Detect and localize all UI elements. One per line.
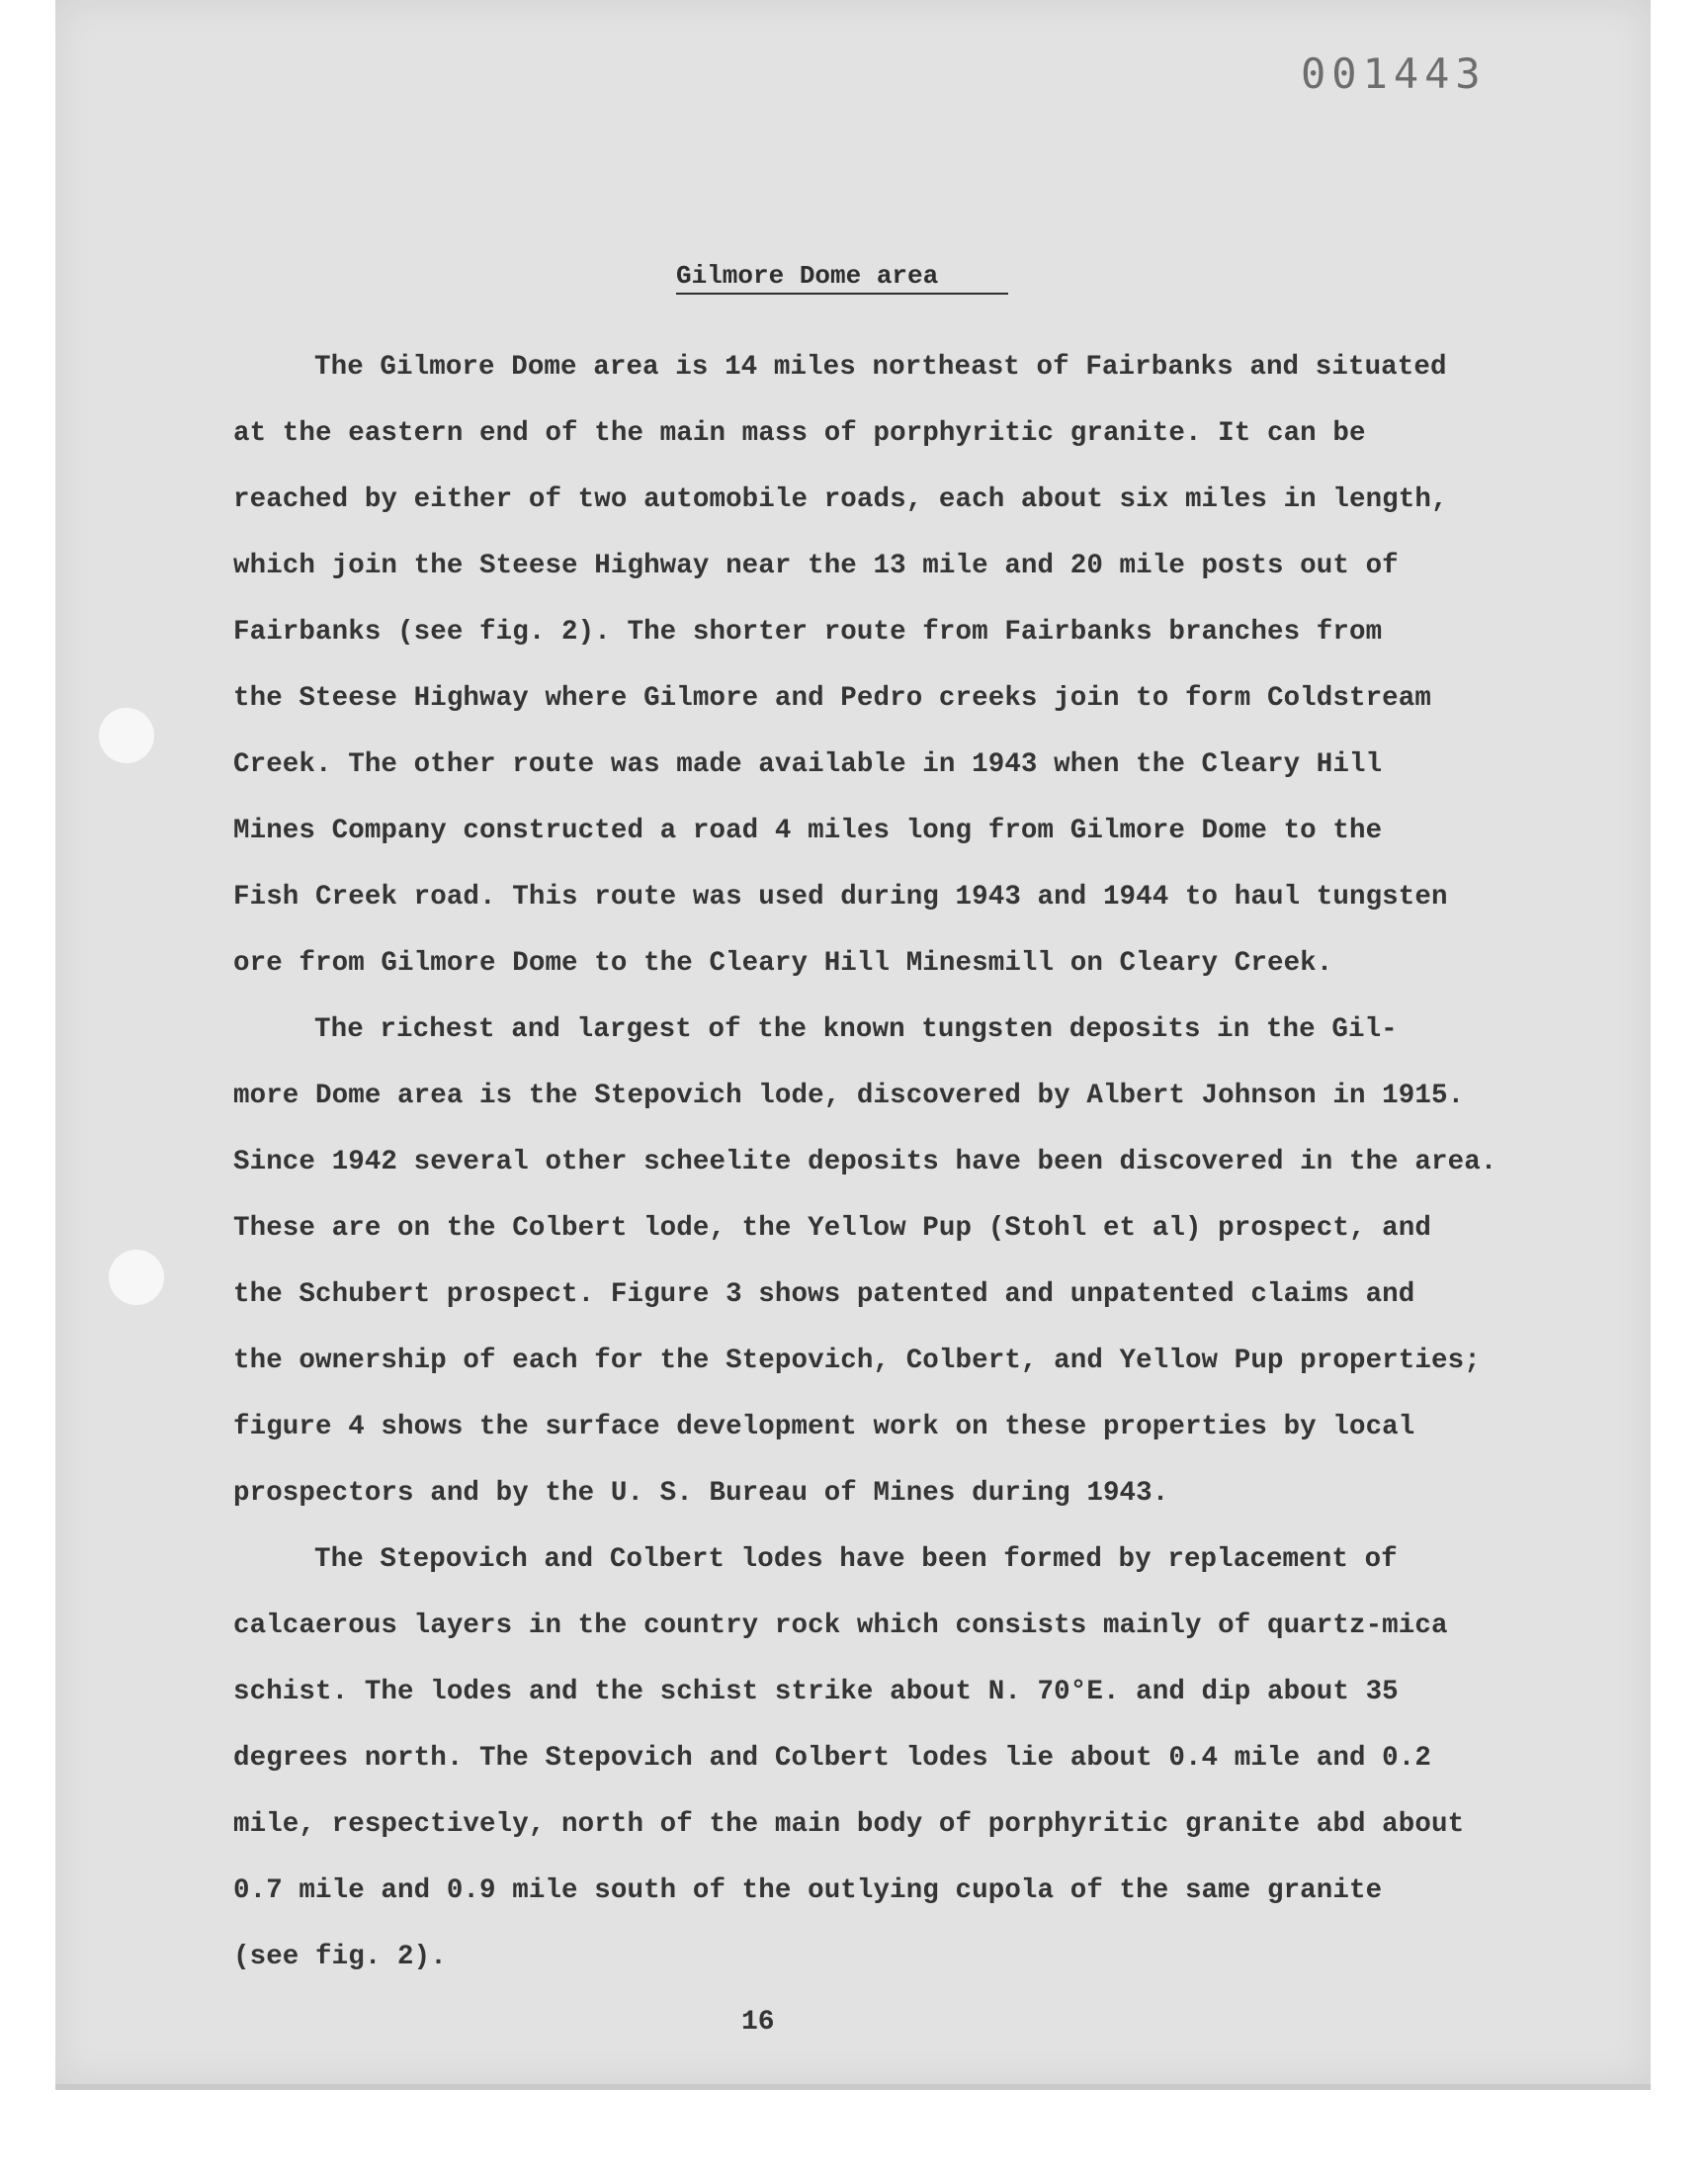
text-line: the ownership of each for the Stepovich, Colbert, and Yellow Pup properties;	[233, 1346, 1481, 1376]
text-line: These are on the Colbert lode, the Yellow Pup (Stohl et al) prospect, and	[233, 1213, 1431, 1244]
text-line: the Schubert prospect. Figure 3 shows patented and unpatented claims and	[233, 1279, 1415, 1310]
text-line: calcaerous layers in the country rock which consists mainly of quartz-mica	[233, 1610, 1448, 1641]
text-line: at the eastern end of the main mass of porphyritic granite. It can be	[233, 418, 1366, 449]
text-line: schist. The lodes and the schist strike about N. 70°E. and dip about 35	[233, 1677, 1399, 1707]
punch-hole-upper	[99, 708, 154, 763]
text-line: degrees north. The Stepovich and Colbert lodes lie about 0.4 mile and 0.2	[233, 1743, 1431, 1774]
text-line: the Steese Highway where Gilmore and Pedro creeks join to form Coldstream	[233, 683, 1431, 714]
text-line: more Dome area is the Stepovich lode, discovered by Albert Johnson in 1915.	[233, 1081, 1465, 1111]
page-edge-shadow	[55, 2084, 1651, 2090]
text-line: prospectors and by the U. S. Bureau of Mines during 1943.	[233, 1478, 1169, 1509]
text-line: which join the Steese Highway near the 13 mile and 20 mile posts out of	[233, 551, 1399, 581]
text-line: figure 4 shows the surface development work on these properties by local	[233, 1412, 1415, 1442]
text-line: ore from Gilmore Dome to the Cleary Hill Minesmill on Cleary Creek.	[233, 948, 1333, 979]
text-line: reached by either of two automobile roads, each about six miles in length,	[233, 484, 1448, 515]
text-line: 0.7 mile and 0.9 mile south of the outlying cupola of the same granite	[233, 1875, 1383, 1906]
punch-hole-lower	[109, 1250, 164, 1305]
text-line: (see fig. 2).	[233, 1942, 447, 1972]
text-line: Fish Creek road. This route was used during 1943 and 1944 to haul tungsten	[233, 882, 1448, 913]
text-line: The richest and largest of the known tungsten deposits in the Gil-	[314, 1014, 1398, 1045]
page-number: 16	[741, 2007, 775, 2038]
text-line: mile, respectively, north of the main body of porphyritic granite abd about	[233, 1809, 1465, 1840]
section-title: Gilmore Dome area	[676, 259, 1008, 295]
text-line: Mines Company constructed a road 4 miles long from Gilmore Dome to the	[233, 816, 1383, 846]
text-line: Creek. The other route was made available in 1943 when the Cleary Hill	[233, 749, 1383, 780]
document-number-stamp: 001443	[1301, 49, 1487, 98]
text-line: The Gilmore Dome area is 14 miles northeast of Fairbanks and situated	[314, 352, 1447, 383]
text-line: Since 1942 several other scheelite deposits have been discovered in the area.	[233, 1147, 1497, 1177]
text-line: Fairbanks (see fig. 2). The shorter route from Fairbanks branches from	[233, 617, 1383, 648]
text-line: The Stepovich and Colbert lodes have been formed by replacement of	[314, 1544, 1398, 1575]
